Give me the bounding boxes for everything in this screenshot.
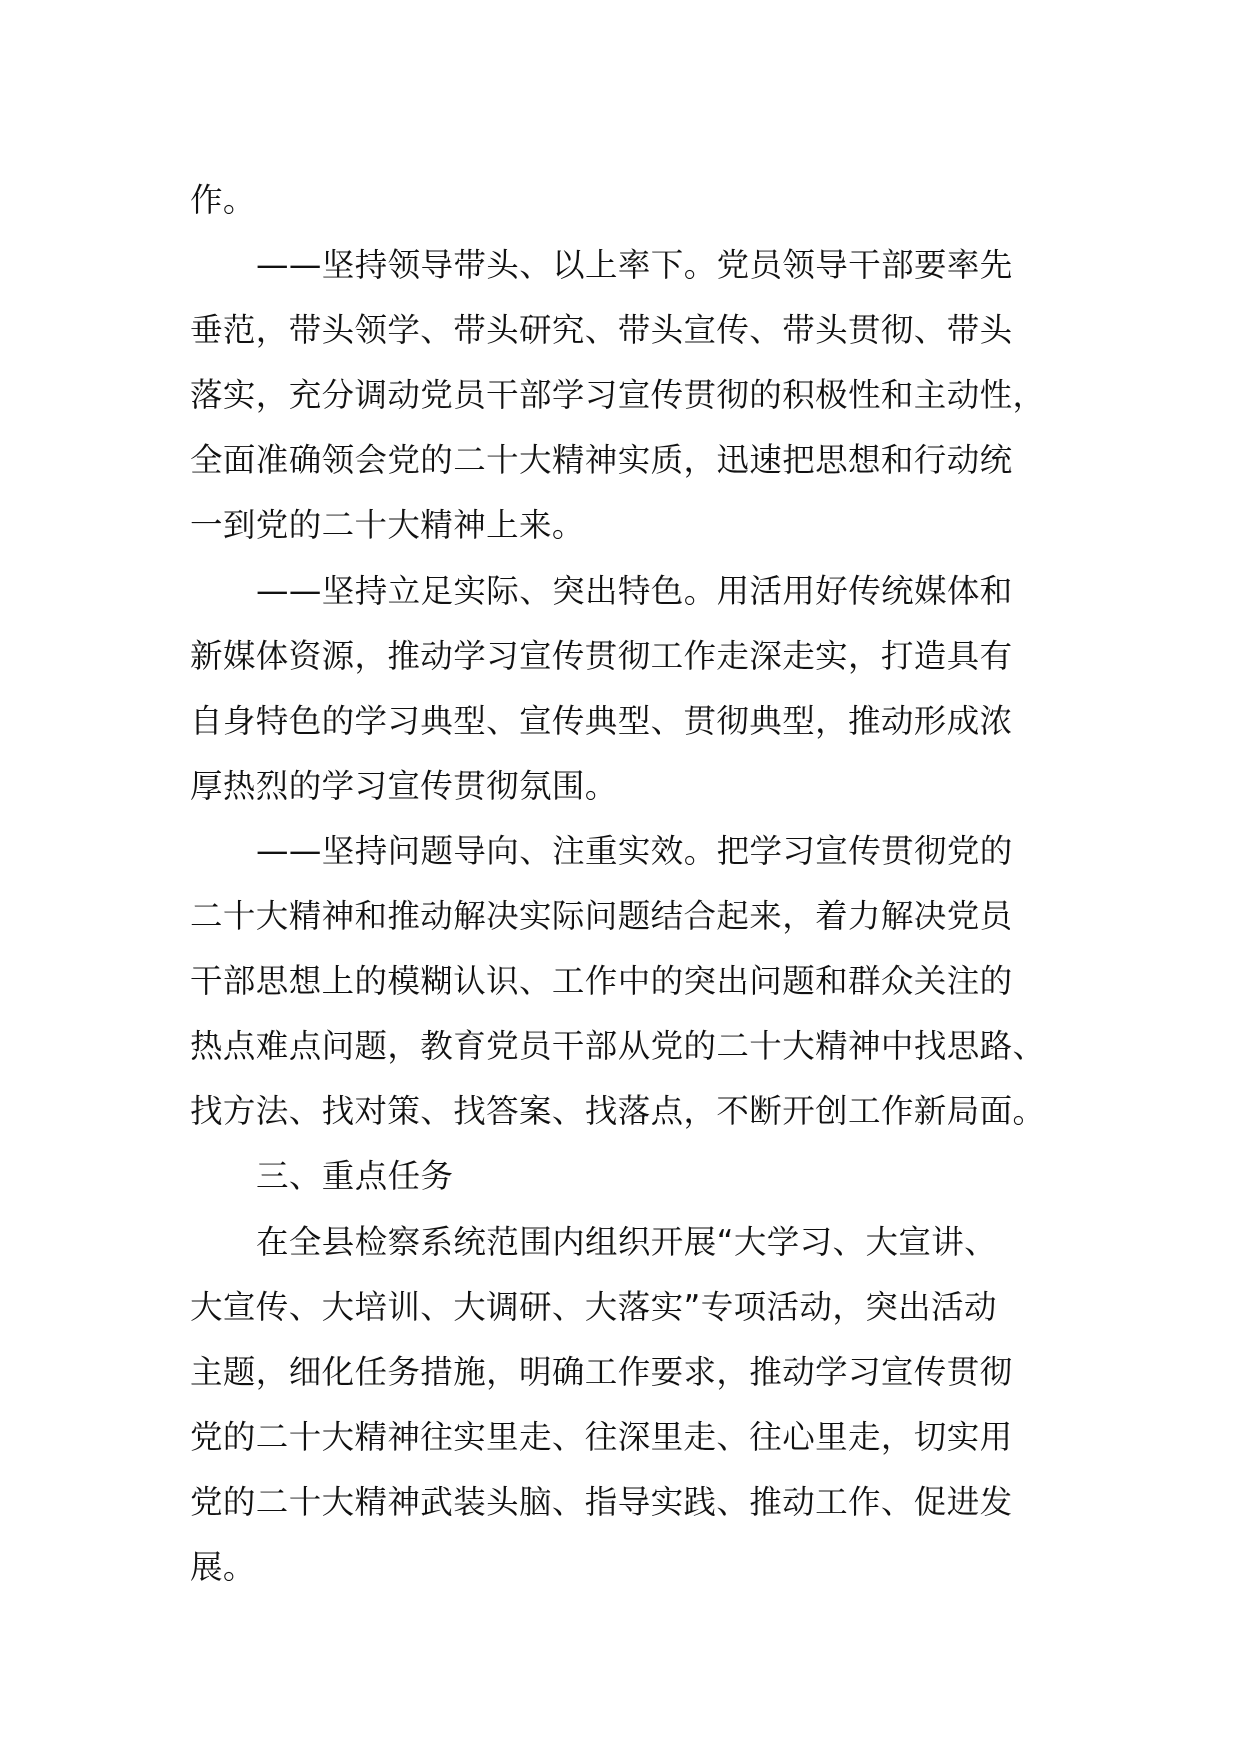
text-line: 找方法、找对策、找答案、找落点，不断开创工作新局面。 [190,1092,1046,1131]
text-line: ——坚持立足实际、突出特色。用活用好传统媒体和 [256,571,1013,610]
text-line: ——坚持问题导向、注重实效。把学习宣传贯彻党的 [256,831,1013,870]
section-heading: 三、重点任务 [256,1157,454,1196]
text-line: 作。 [190,181,256,219]
text-line: 干部思想上的模糊认识、工作中的突出问题和群众关注的 [190,962,1013,1001]
text-line: 垂范，带头领学、带头研究、带头宣传、带头贯彻、带头 [190,311,1013,350]
text-line: 自身特色的学习典型、宣传典型、贯彻典型，推动形成浓 [190,701,1013,740]
text-line: 新媒体资源，推动学习宣传贯彻工作走深走实，打造具有 [190,636,1013,675]
text-line: 全面准确领会党的二十大精神实质，迅速把思想和行动统 [190,441,1013,480]
text-line: 落实，充分调动党员干部学习宣传贯彻的积极性和主动性， [190,376,1046,415]
text-line: 主题，细化任务措施，明确工作要求，推动学习宣传贯彻 [190,1352,1013,1391]
text-line: 展。 [190,1547,256,1586]
text-line: 一到党的二十大精神上来。 [190,506,585,545]
text-line: 厚热烈的学习宣传贯彻氛围。 [190,766,618,805]
text-line: 大宣传、大培训、大调研、大落实”专项活动，突出活动 [190,1287,997,1326]
text-line: 党的二十大精神往实里走、往深里走、往心里走，切实用 [190,1417,1013,1456]
text-line: 党的二十大精神武装头脑、指导实践、推动工作、促进发 [190,1482,1013,1521]
document-body [190,168,1070,1600]
text-line: 在全县检察系统范围内组织开展“大学习、大宣讲、 [256,1222,998,1261]
text-line: 热点难点问题，教育党员干部从党的二十大精神中找思路、 [190,1027,1046,1066]
text-line: ——坚持领导带头、以上率下。党员领导干部要率先 [256,246,1013,285]
text-line: 二十大精神和推动解决实际问题结合起来，着力解决党员 [190,897,1013,936]
